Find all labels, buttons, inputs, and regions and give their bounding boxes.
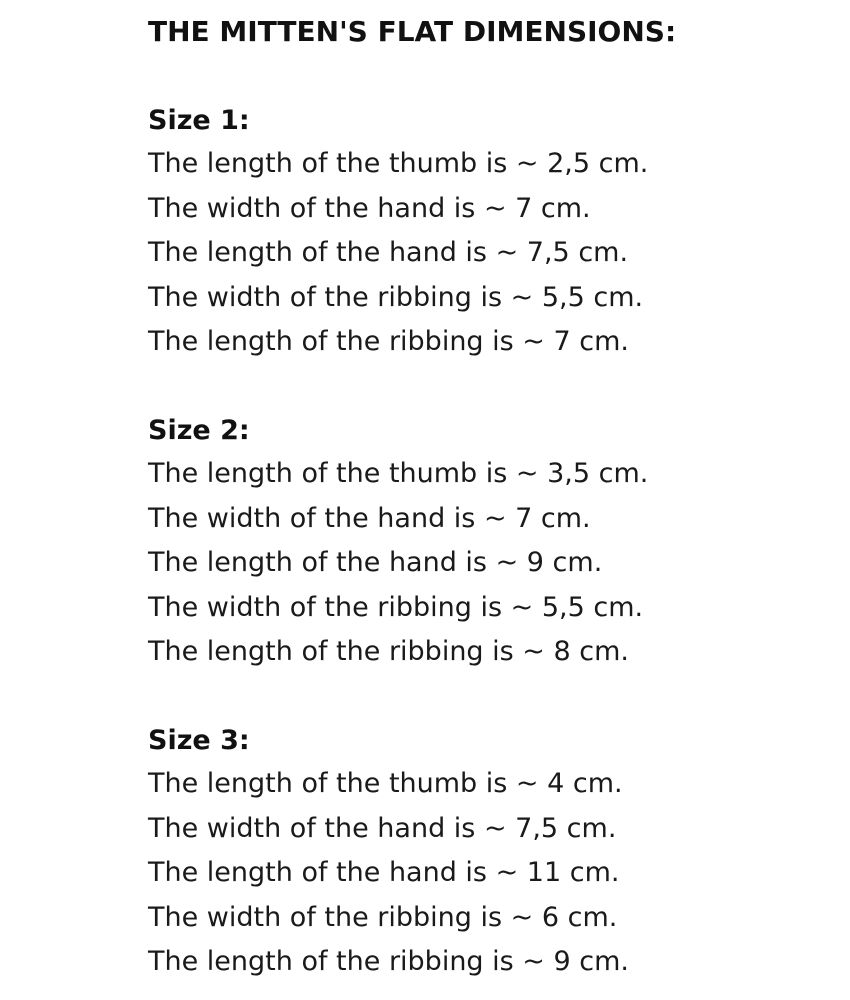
dimension-line: The width of the hand is ~ 7 cm. <box>148 192 591 224</box>
dimension-line: The length of the hand is ~ 7,5 cm. <box>148 237 629 268</box>
dimension-line: The length of the hand is ~ 11 cm. <box>148 857 620 888</box>
size-3-section <box>148 720 828 985</box>
size-1-heading: Size 1: <box>148 105 250 136</box>
dimension-line: The width of the ribbing is ~ 5,5 cm. <box>148 591 644 623</box>
dimension-line: The length of the ribbing is ~ 7 cm. <box>148 326 630 357</box>
dimension-line: The width of the ribbing is ~ 6 cm. <box>148 901 618 933</box>
dimension-line: The length of the thumb is ~ 2,5 cm. <box>148 148 649 179</box>
dimension-line: The length of the hand is ~ 9 cm. <box>148 547 603 578</box>
dimension-line: The length of the thumb is ~ 4 cm. <box>148 768 623 799</box>
size-1-section <box>148 100 828 365</box>
size-3-dimension-list <box>148 762 828 985</box>
dimension-line: The length of the ribbing is ~ 9 cm. <box>148 946 630 977</box>
size-2-dimension-list <box>148 452 828 675</box>
dimension-line: The width of the hand is ~ 7,5 cm. <box>148 812 617 844</box>
document-title: THE MITTEN'S FLAT DIMENSIONS: <box>148 15 677 48</box>
dimension-line: The width of the ribbing is ~ 5,5 cm. <box>148 281 644 313</box>
size-1-dimension-list <box>148 142 828 365</box>
size-2-section <box>148 410 828 675</box>
dimension-line: The length of the thumb is ~ 3,5 cm. <box>148 458 649 489</box>
dimension-line: The width of the hand is ~ 7 cm. <box>148 502 591 534</box>
size-2-heading: Size 2: <box>148 415 250 446</box>
dimension-line: The length of the ribbing is ~ 8 cm. <box>148 636 630 667</box>
size-3-heading: Size 3: <box>148 725 250 756</box>
